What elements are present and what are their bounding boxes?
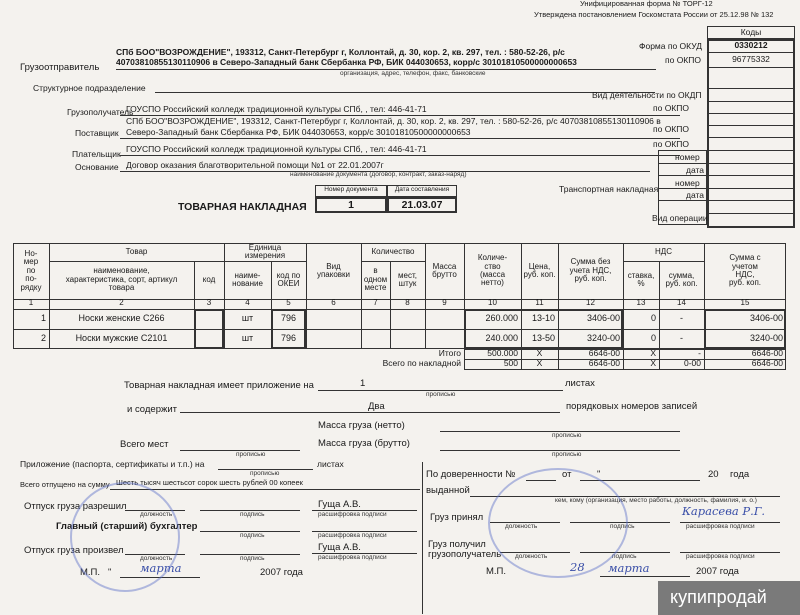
released-sum-value: Шесть тысяч шестьсот сорок шесть рублей 00 копеек — [116, 478, 303, 487]
all-label: Всего по накладной — [382, 358, 461, 368]
hdr-vat-rate: ставка, % — [627, 270, 655, 288]
shipper-line1: СПб БОО"ВОЗРОЖДЕНИЕ", 193312, Санкт-Петербург г, Коллонтай, д. 30, кор. 2, кв. 297, тел. : 580-52-26, р/с — [116, 47, 565, 57]
totals-col — [704, 349, 705, 370]
hdr-qty: Количество — [371, 246, 415, 256]
allowed-cap-decode: расшифровка подписи — [318, 511, 387, 518]
accepted-name: Карасева Р.Г. — [682, 504, 766, 518]
allowed-cap-position: должность — [140, 511, 173, 518]
col-number: 3 — [206, 298, 212, 307]
col-number: 2 — [119, 298, 124, 307]
made-cap-sign: подпись — [240, 555, 265, 562]
allowed-cap-sign: подпись — [240, 511, 265, 518]
issued-label: выданной — [426, 485, 470, 496]
places-label: Всего мест — [120, 439, 169, 450]
all-vat: 0-00 — [683, 358, 701, 368]
col-number: 12 — [586, 298, 595, 307]
amount-box — [464, 309, 623, 349]
made-cap-position: должность — [140, 555, 173, 562]
hdr-qty-places: мест, штук — [398, 270, 417, 288]
consignee-value: ГОУСПО Российский колледж традиционной культуры СПб, , тел: 446-41-71 — [126, 104, 427, 114]
released-sum-label: Всего отпущено на сумму — [20, 480, 110, 489]
code-box — [194, 309, 224, 349]
all-net: 500 — [503, 358, 518, 368]
appendix-value: 1 — [360, 378, 366, 389]
waybill-number: номер — [675, 178, 700, 188]
accepted-cap-sign: подпись — [610, 523, 635, 530]
row-number: 2 — [40, 333, 46, 343]
col-number: 9 — [442, 298, 447, 307]
basis-caption: наименование документа (договор, контракт, заказ-наряд) — [290, 171, 467, 178]
issued-caption: кем, кому (организация, место работы, должность, фамилия, и. о.) — [555, 497, 757, 504]
chief-cap-decode: расшифровка подписи — [318, 532, 387, 539]
date-left-month: марта — [140, 561, 182, 575]
waybill-label: Транспортная накладная — [559, 184, 659, 194]
payer-okpo: по ОКПО — [653, 139, 689, 149]
hdr-code: код — [202, 274, 216, 284]
appendix-written: прописью — [426, 391, 456, 398]
mass-net-label: Масса груза (нетто) — [318, 420, 405, 431]
okdp-label: Вид деятельности по ОКДП — [592, 90, 702, 100]
contains-value: Два — [368, 401, 385, 412]
date-right-day: 28 — [570, 560, 585, 574]
consignee-label: Грузополучатель — [67, 107, 134, 117]
basis-date-label: дата — [686, 165, 705, 175]
appendix-label: Товарная накладная имеет приложение на — [124, 380, 314, 391]
all-sum: 6646-00 — [588, 358, 620, 368]
proxy-label: По доверенности № — [426, 469, 516, 480]
okud-label: Форма по ОКУД — [639, 41, 702, 51]
col-number: 6 — [331, 298, 336, 307]
row-name: Носки женские С266 — [78, 313, 165, 323]
hdr-vat-sum: сумма, руб. коп. — [665, 270, 698, 288]
totals-col — [558, 349, 559, 370]
contains-label: и содержит — [127, 404, 178, 415]
stamp-left — [70, 482, 180, 592]
itogo-rate: X — [650, 348, 656, 358]
doc-num-label: Номер документа — [315, 185, 387, 197]
attach-written: прописью — [250, 470, 280, 477]
made-label: Отпуск груза произвел — [24, 545, 124, 556]
hdr-unit-name: наиме- нование — [232, 270, 263, 288]
allowed-name: Гуща А.В. — [318, 499, 361, 510]
basis-label: Основание — [75, 162, 119, 172]
row-unit: шт — [241, 313, 254, 323]
made-cap-decode: расшифровка подписи — [318, 554, 387, 561]
row-line-1 — [13, 329, 786, 330]
stamp-right — [488, 468, 628, 578]
accepted-cap-decode: расшифровка подписи — [686, 523, 755, 530]
hdr-sum-novat: Сумма без учета НДС, руб. коп. — [569, 257, 612, 284]
date-right-year: 2007 года — [696, 566, 739, 577]
hdr-unit: Единица измерения — [244, 242, 286, 260]
payer-value: ГОУСПО Российский колледж традиционной культуры СПб, , тел: 446-41-71 — [126, 144, 427, 154]
allowed-label: Отпуск груза разрешил — [24, 501, 127, 512]
row-okei: 796 — [280, 333, 297, 343]
row-vat: - — [680, 313, 683, 323]
hdr-net: Количе- ство (масса нетто) — [477, 253, 508, 288]
watermark-banner: купипродай — [658, 581, 800, 615]
row-net: 240.000 — [485, 333, 518, 343]
okud-value: 0330212 — [734, 40, 768, 50]
waybill-date: дата — [686, 190, 705, 200]
itogo-net: 500.000 — [487, 348, 518, 358]
hdr-goods-name: наименование, характеристика, сорт, артикул товара — [65, 266, 178, 293]
supplier-okpo: по ОКПО — [653, 124, 689, 134]
approval-note: Утверждена постановлением Госкомстата России от 25.12.98 № 132 — [534, 10, 774, 19]
footer-divider — [422, 462, 423, 614]
col-number: 1 — [28, 298, 34, 307]
col-number: 11 — [535, 298, 544, 307]
row-total: 3240-00 — [749, 333, 783, 343]
hdr-price: Цена, руб. коп. — [523, 261, 556, 279]
hdr-vat: НДС — [655, 246, 672, 256]
hdr-sum-vat: Сумма с учетом НДС, руб. коп. — [728, 253, 762, 288]
shipper-line2: 40703810855130110906 в Северо-Западный банк Сбербанка РФ, БИК 044030653, корр/с 30101810500000000653 — [116, 57, 577, 67]
totals-col — [521, 349, 522, 370]
row-price: 13-10 — [531, 313, 555, 323]
payer-label: Плательщик — [72, 149, 121, 159]
mass-net-written: прописью — [552, 432, 582, 439]
proxy-year-word: года — [730, 469, 750, 480]
date-right-month: марта — [608, 561, 650, 575]
row-rate: 0 — [650, 313, 656, 323]
basis-value: Договор оказания благотворительной помощи №1 от 22.01.2007г — [126, 160, 384, 170]
codes-header: Коды — [707, 26, 795, 39]
form-number: Унифицированная форма № ТОРГ-12 — [580, 0, 713, 8]
totals-col — [659, 349, 660, 370]
col-number: 13 — [636, 298, 646, 307]
attach-label: Приложение (паспорта, сертификаты и т.п.) на — [20, 459, 205, 469]
col-number: 7 — [373, 298, 378, 307]
col-number: 4 — [245, 298, 250, 307]
basis-number-label: номер — [675, 152, 700, 162]
hdr-unit-okei: код по ОКЕИ — [276, 270, 301, 288]
hdr-pack: Вид упаковки — [316, 261, 351, 279]
itogo-price: X — [536, 348, 543, 358]
mp-left: М.П. — [80, 567, 101, 578]
date-left-year: 2007 года — [260, 567, 303, 578]
hdr-qty-one: в одном месте — [363, 266, 388, 293]
received-cap-sign: подпись — [612, 553, 637, 560]
accepted-label: Груз принял — [430, 512, 484, 523]
codes-line — [707, 52, 795, 53]
all-price: X — [536, 358, 543, 368]
okpo-value: 96775332 — [732, 54, 770, 64]
division-label: Структурное подразделение — [33, 83, 146, 93]
mass-gross-written: прописью — [552, 451, 582, 458]
proxy-year: 20 — [708, 469, 719, 480]
operation-type: Вид операции — [652, 213, 708, 223]
places-written: прописью — [236, 451, 266, 458]
made-name: Гуща А.В. — [318, 542, 361, 553]
accepted-cap-position: должность — [505, 523, 538, 530]
supplier-line2: Северо-Западный банк Сбербанка РФ, БИК 044030653, корр/с 30101810500000000653 — [126, 127, 471, 137]
hdr-num: Но- мер по по- рядку — [20, 249, 42, 292]
row-net: 260.000 — [485, 313, 518, 323]
col-number: 5 — [286, 298, 291, 307]
doc-title: ТОВАРНАЯ НАКЛАДНАЯ — [178, 201, 307, 213]
hdr-line-rows — [13, 309, 786, 310]
row-number: 1 — [40, 313, 46, 323]
proxy-from: от — [562, 469, 572, 480]
col-number: 8 — [405, 298, 410, 307]
doc-number: 1 — [315, 197, 387, 213]
consignee-okpo: по ОКПО — [653, 103, 689, 113]
doc-date-label: Дата составления — [387, 185, 457, 197]
row-vat: - — [680, 333, 683, 343]
row-price: 13-50 — [531, 333, 555, 343]
mass-gross-label: Масса груза (брутто) — [318, 438, 410, 449]
row-total: 3406-00 — [749, 313, 783, 323]
okpo-label: по ОКПО — [665, 55, 701, 65]
row-rate: 0 — [650, 333, 656, 343]
shipper-caption: организация, адрес, телефон, факс, банковские — [340, 70, 486, 77]
itogo-total: 6646-00 — [751, 348, 783, 358]
supplier-label: Поставщик — [75, 128, 119, 138]
supplier-line1: СПб БОО"ВОЗРОЖДЕНИЕ", 193312, Санкт-Петербург г, Коллонтай, д. 30, кор. 2, кв. 297, тел. : 580-52-26, р/с 40703810855130110906 в — [126, 116, 661, 126]
row-name: Носки мужские С2101 — [75, 333, 168, 343]
row-okei: 796 — [280, 313, 297, 323]
col-number: 15 — [740, 298, 750, 307]
hdr-gross: Масса брутто — [432, 261, 457, 279]
received-cap-decode: расшифровка подписи — [686, 553, 755, 560]
row-sum: 3406-00 — [586, 313, 620, 323]
proxy-quote: " — [597, 469, 601, 480]
itogo-vat: - — [698, 348, 701, 358]
sheets-label: листах — [565, 378, 595, 389]
doc-date: 21.03.07 — [387, 197, 457, 213]
row-unit: шт — [241, 333, 254, 343]
all-rate: X — [650, 358, 656, 368]
mp-right: М.П. — [486, 566, 507, 577]
itogo-sum: 6646-00 — [588, 348, 620, 358]
received-label: Груз получил грузополучатель — [428, 539, 502, 561]
date-left-quote: " — [108, 567, 112, 578]
totals-col — [623, 349, 624, 370]
hdr-goods: Товар — [125, 246, 148, 256]
total-box — [704, 309, 786, 349]
chief-label: Главный (старший) бухгалтер — [56, 521, 198, 532]
row-sum: 3240-00 — [586, 333, 620, 343]
okei-box — [271, 309, 306, 349]
col-number: 10 — [488, 298, 497, 307]
itogo-label: Итого — [438, 348, 461, 358]
attach-sheets: листах — [317, 459, 344, 469]
shipper-label: Грузоотправитель — [20, 62, 100, 73]
received-cap-position: должность — [515, 553, 548, 560]
chief-cap-sign: подпись — [240, 532, 265, 539]
col-number: 14 — [677, 298, 686, 307]
records-label: порядковых номеров записей — [566, 401, 698, 412]
all-total: 6646-00 — [751, 358, 783, 368]
